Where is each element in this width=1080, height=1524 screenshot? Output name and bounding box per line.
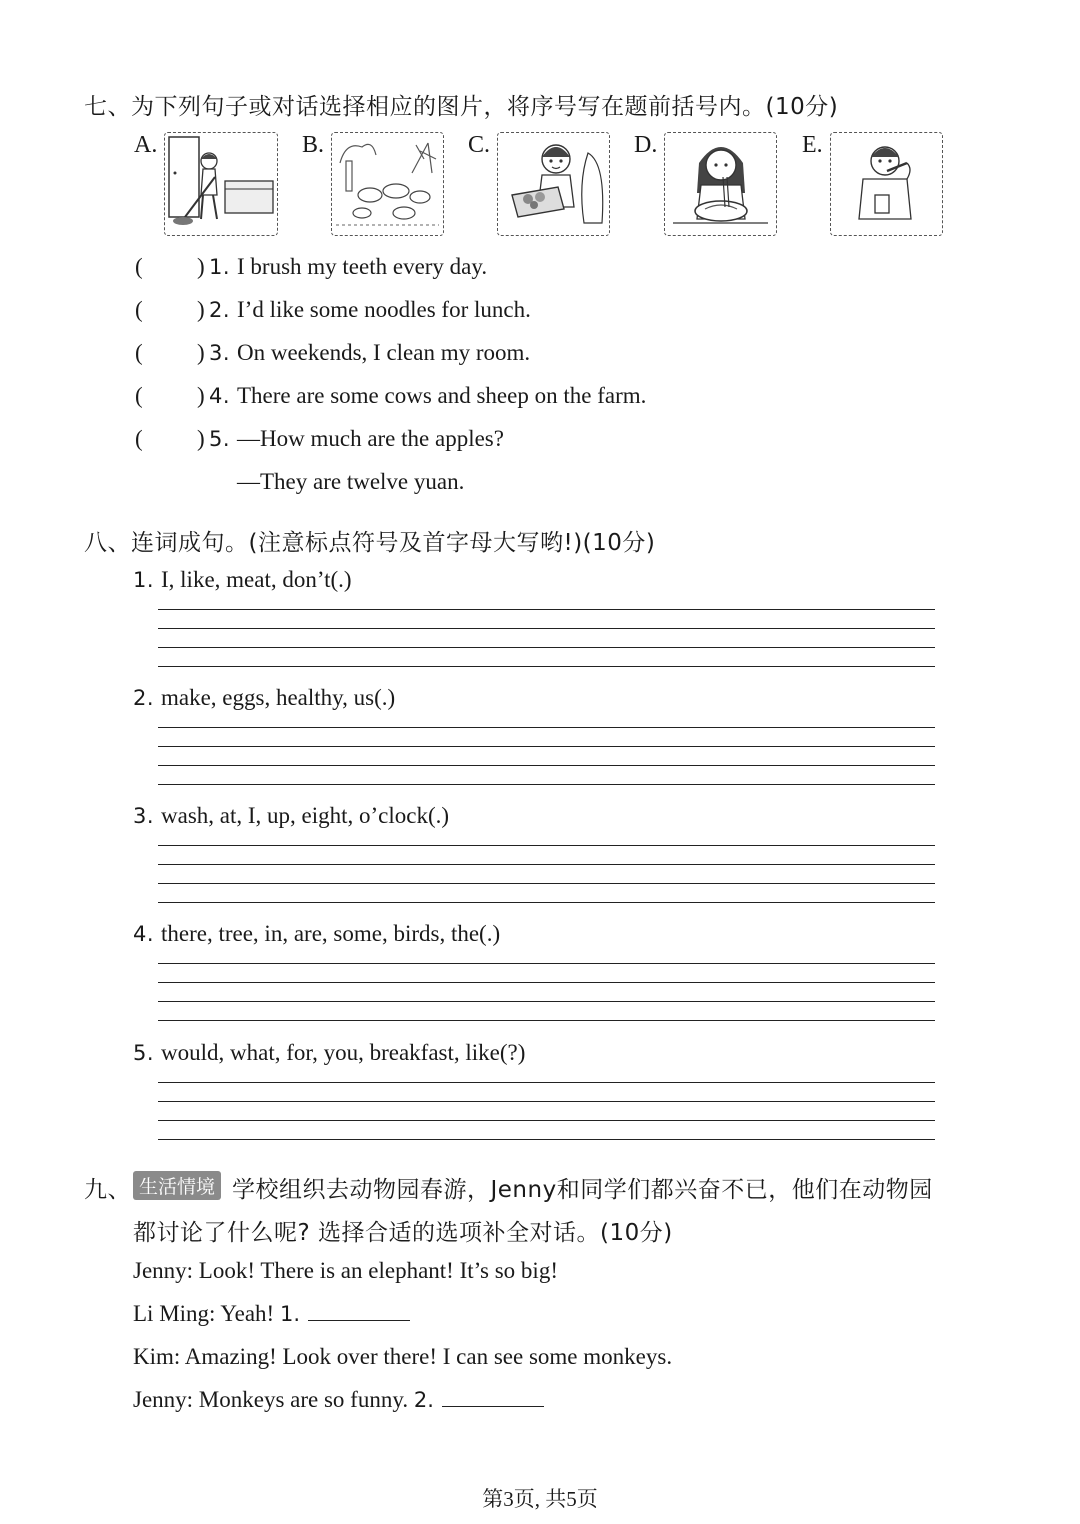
- scramble-number-2: 2.: [133, 686, 155, 710]
- answer-paren-open-4: (: [135, 383, 143, 408]
- section9-prefix: 九、: [84, 1177, 131, 1203]
- answer-paren-open-1: (: [135, 254, 143, 279]
- sentence-4: There are some cows and sheep on the farm.: [237, 383, 647, 408]
- writing-line[interactable]: [158, 647, 935, 648]
- writing-line[interactable]: [158, 1139, 935, 1140]
- scramble-words-5: would, what, for, you, breakfast, like(?): [161, 1040, 526, 1065]
- boy-brushing-teeth-picture: [830, 132, 943, 236]
- answer-blank-1[interactable]: [308, 1302, 410, 1321]
- writing-line[interactable]: [158, 1101, 935, 1102]
- writing-line[interactable]: [158, 609, 935, 610]
- sentence-3: On weekends, I clean my room.: [237, 340, 531, 365]
- section7-heading: 七、为下列句子或对话选择相应的图片，将序号写在题前括号内。(10分): [84, 94, 839, 120]
- dialogue-line-2: [133, 1301, 410, 1327]
- answer-paren-close-5: ): [197, 426, 205, 451]
- scramble-number-4: 4.: [133, 922, 155, 946]
- picture-label-d: D.: [634, 132, 658, 158]
- answer-paren-open-3: (: [135, 340, 143, 365]
- item-number-3: 3.: [209, 341, 231, 365]
- sentence-1: I brush my teeth every day.: [237, 254, 488, 279]
- sentence-5: —How much are the apples?: [237, 426, 504, 451]
- writing-line[interactable]: [158, 784, 935, 785]
- writing-line[interactable]: [158, 845, 935, 846]
- answer-blank-2[interactable]: [442, 1388, 544, 1407]
- answer-paren-close-3: ): [197, 340, 205, 365]
- picture-label-a: A.: [134, 132, 158, 158]
- picture-label-e: E.: [802, 132, 823, 158]
- writing-line[interactable]: [158, 727, 935, 728]
- writing-line[interactable]: [158, 1001, 935, 1002]
- writing-line[interactable]: [158, 1020, 935, 1021]
- answer-paren-open-2: (: [135, 297, 143, 322]
- dialogue-text: Jenny: Monkeys are so funny.: [133, 1387, 409, 1412]
- answer-paren-close-2: ): [197, 297, 205, 322]
- item-number-5: 5.: [209, 427, 231, 451]
- scramble-number-3: 3.: [133, 804, 155, 828]
- dialogue-line-4: [133, 1387, 544, 1413]
- girl-with-fruit-basket-icon: [498, 133, 609, 235]
- girl-with-fruit-basket-picture: [497, 132, 610, 236]
- scramble-words-3: wash, at, I, up, eight, o’clock(.): [161, 803, 450, 828]
- writing-line[interactable]: [158, 902, 935, 903]
- girl-eating-noodles-picture: [664, 132, 777, 236]
- blank-number-1: 1.: [279, 1302, 300, 1326]
- farm-animals-icon: [332, 133, 443, 235]
- writing-line[interactable]: [158, 864, 935, 865]
- scramble-words-1: I, like, meat, don’t(.): [161, 567, 352, 592]
- answer-paren-close-1: ): [197, 254, 205, 279]
- section9-line2: 都讨论了什么呢? 选择合适的选项补全对话。(10分): [133, 1220, 673, 1246]
- writing-line[interactable]: [158, 883, 935, 884]
- boy-brushing-teeth-icon: [831, 133, 942, 235]
- sentence-5-answer: —They are twelve yuan.: [237, 469, 465, 494]
- writing-line[interactable]: [158, 963, 935, 964]
- dialogue-text: Kim: Amazing! Look over there! I can see some monkeys.: [133, 1344, 673, 1369]
- life-context-badge: 生活情境: [133, 1171, 221, 1200]
- picture-label-c: C.: [468, 132, 491, 158]
- sentence-2: I’d like some noodles for lunch.: [237, 297, 531, 322]
- boy-cleaning-room-icon: [165, 133, 277, 235]
- item-number-1: 1.: [209, 255, 231, 279]
- item-number-4: 4.: [209, 384, 231, 408]
- dialogue-line-3: [133, 1344, 672, 1370]
- item-number-2: 2.: [209, 298, 231, 322]
- writing-line[interactable]: [158, 666, 935, 667]
- scramble-words-2: make, eggs, healthy, us(.): [161, 685, 396, 710]
- dialogue-line-1: [133, 1258, 558, 1284]
- answer-paren-open-5: (: [135, 426, 143, 451]
- writing-line[interactable]: [158, 1120, 935, 1121]
- farm-animals-picture: [331, 132, 444, 236]
- section8-heading: 八、连词成句。(注意标点符号及首字母大写哟!)(10分): [84, 530, 656, 556]
- answer-paren-close-4: ): [197, 383, 205, 408]
- scramble-number-5: 5.: [133, 1041, 155, 1065]
- picture-label-b: B.: [302, 132, 325, 158]
- scramble-words-4: there, tree, in, are, some, birds, the(.): [161, 921, 501, 946]
- dialogue-text: Li Ming: Yeah!: [133, 1301, 275, 1326]
- writing-line[interactable]: [158, 982, 935, 983]
- writing-line[interactable]: [158, 1082, 935, 1083]
- writing-line[interactable]: [158, 746, 935, 747]
- boy-cleaning-room-picture: [164, 132, 278, 236]
- writing-line[interactable]: [158, 628, 935, 629]
- page-number-footer: 第3页, 共5页: [482, 1487, 598, 1511]
- scramble-number-1: 1.: [133, 568, 155, 592]
- writing-line[interactable]: [158, 765, 935, 766]
- girl-eating-noodles-icon: [665, 133, 776, 235]
- section9-line1: 学校组织去动物园春游，Jenny和同学们都兴奋不已，他们在动物园: [232, 1177, 933, 1203]
- dialogue-text: Jenny: Look! There is an elephant! It’s so big!: [133, 1258, 558, 1283]
- blank-number-2: 2.: [413, 1388, 434, 1412]
